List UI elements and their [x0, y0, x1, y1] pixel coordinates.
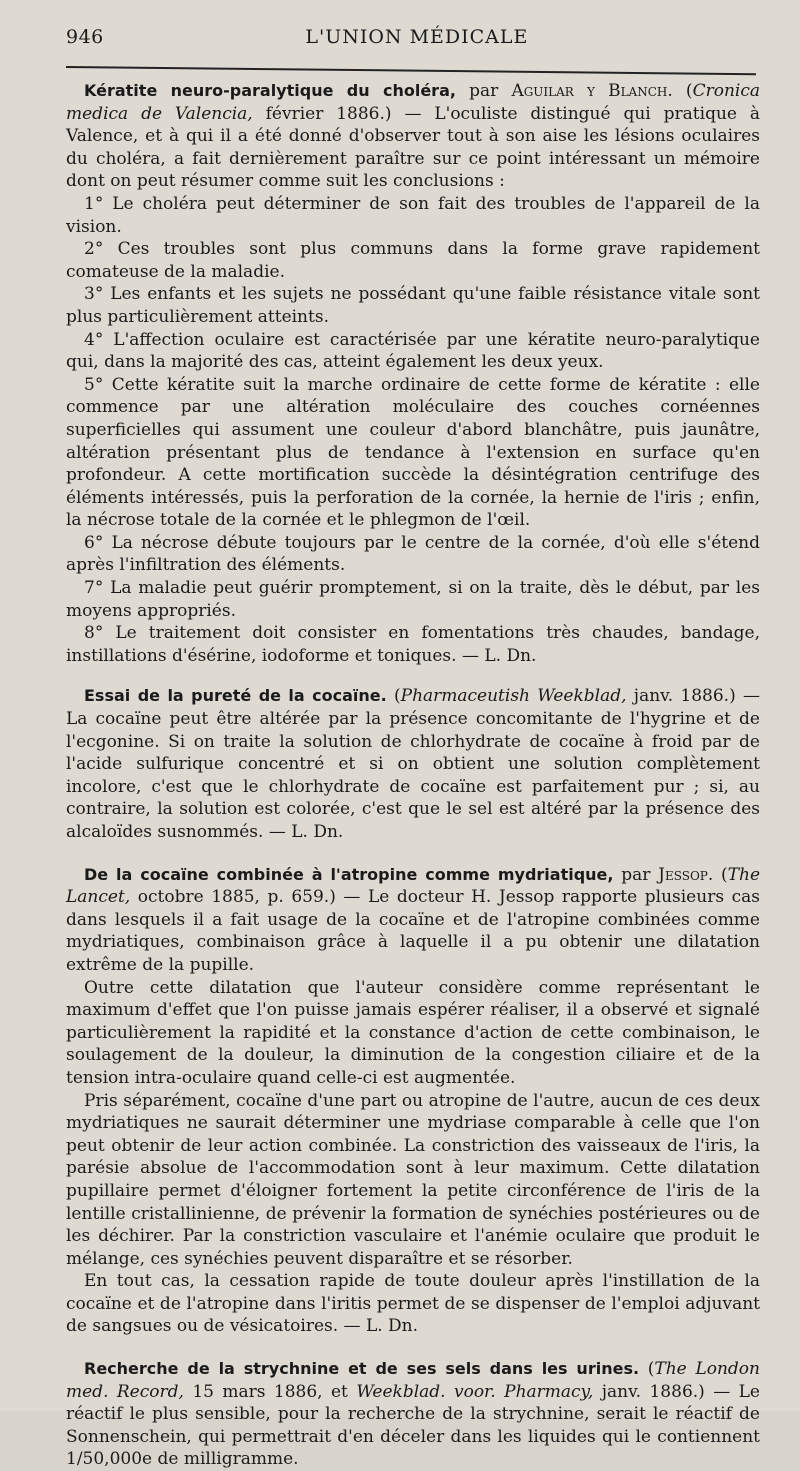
- article-body: Recherche de la strychnine et de ses sels dans les urines. (The London med. Record, 15 mars 1886, et Weekblad. voor. Pharmacy, janv. 1886.) — Le réactif le plus sensible, pour la recherche de la strychnine, serait le réactif de Sonnenschein, qui permettrait d'en déceler dans les liquides qui le contiennent 1/50,000e de milligramme.: [66, 1359, 760, 1470]
- article-paragraph: Pris séparément, cocaïne d'une part ou atropine de l'autre, aucun de ces deux mydriatiques ne saurait déterminer une mydriase comparable à celle que l'on peut obtenir de leur action combinée. La constriction des vaisseaux de l'iris, la parésie absolue de l'accommodation sont à leur maximum. Cette dilatation pupillaire permet d'éloigner fortement la petite circonférence de l'iris de la lentille cristallinienne, de prévenir la formation de synéchies postérieures ou de les déchirer. Par la constriction vasculaire et l'anémie oculaire que produit le mélange, ces synéchies peuvent disparaître et se résorber.: [66, 1090, 760, 1269]
- conclusion-item: 3° Les enfants et les sujets ne possédant qu'une faible résistance vitale sont plus particulièrement atteints.: [66, 284, 760, 327]
- source-title: Weekblad. voor. Pharmacy,: [356, 1381, 594, 1402]
- article-title: Essai de la pureté de la cocaïne.: [84, 686, 387, 706]
- article-author: Jessop.: [658, 864, 714, 885]
- article-cocaine-atropine: [66, 864, 760, 1338]
- conclusion-item: 6° La nécrose débute toujours par le centre de la cornée, d'où elle s'étend après l'infiltration des éléments.: [66, 532, 760, 576]
- article-body: Essai de la pureté de la cocaïne. (Pharmaceutish Weekblad, janv. 1886.) — La cocaïne peut être altérée par la présence concomitante de l'hygrine et de l'ecgonine. Si on traite la solution de chlorhydrate de cocaïne à froid par de l'acide sulfurique concentré et si on obtient une solution complètement incolore, c'est que le chlorhydrate de cocaïne est parfaitement pur ; si, au contraire, la solution est colorée, c'est que le sel est altéré par la présence des alcaloïdes susnommés. — L. Dn.: [66, 686, 760, 842]
- article-strychnine: [66, 1358, 760, 1471]
- conclusion-item: 2° Ces troubles sont plus communs dans la forme grave rapidement comateuse de la maladie.: [66, 239, 760, 282]
- source-title: The London med. Record,: [66, 1359, 760, 1402]
- conclusion-item: 5° Cette kératite suit la marche ordinaire de cette forme de kératite : elle commence par une altération moléculaire des couches cornéennes superficielles qui assument une couleur d'abord blanchâtre, puis jaunâtre, altération présentant plus de tendance à l'extension en surface qu'en profondeur. A cette mortification succède la désintégration centrifuge des éléments intéressés, puis la perforation de la cornée, la hernie de l'iris ; enfin, la nécrose totale de la cornée et le phlegmon de l'œil.: [66, 374, 760, 531]
- article-keratite: [66, 80, 760, 667]
- article-intro: De la cocaïne combinée à l'atropine comme mydriatique, par Jessop. (The Lancet, octobre 1885, p. 659.) — Le docteur H. Jessop rapporte plusieurs cas dans lesquels il a fait usage de la cocaïne et de l'atropine combinées comme mydriatiques, combinaison grâce à laquelle il a pu obtenir une dilatation extrême de la pupille.: [66, 864, 761, 975]
- article-paragraph: En tout cas, la cessation rapide de toute douleur après l'instillation de la cocaïne et de l'atropine dans l'iritis permet de se dispenser de l'emploi adjuvant de sangsues ou de vésicatoires. — L. Dn.: [66, 1271, 760, 1337]
- article-title: De la cocaïne combinée à l'atropine comme mydriatique,: [84, 864, 614, 884]
- conclusion-item: 8° Le traitement doit consister en fomentations très chaudes, bandage, instillations d'ésérine, iodoforme et toniques. — L. Dn.: [66, 623, 760, 666]
- article-title: Recherche de la strychnine et de ses sels dans les urines.: [84, 1359, 640, 1379]
- source-title: Cronica medica de Valencia,: [66, 81, 760, 124]
- article-title: Kératite neuro-paralytique du choléra,: [84, 81, 456, 100]
- conclusion-item: 1° Le choléra peut déterminer de son fait des troubles de l'appareil de la vision.: [66, 193, 760, 237]
- article-author: Aguilar y Blanch.: [511, 81, 673, 101]
- conclusion-item: 7° La maladie peut guérir promptement, si on la traite, dès le début, par les moyens appropriés.: [66, 578, 760, 621]
- article-intro: Kératite neuro-paralytique du choléra, par Aguilar y Blanch. (Cronica medica de Valencia, février 1886.) — L'oculiste distingué qui pratique à Valence, et à qui il a été donné d'observer tout à son aise les lésions oculaires du choléra, a fait dernièrement paraître sur ce point intéressant un mémoire dont on peut résumer comme suit les conclusions :: [66, 81, 760, 192]
- article-cocaine-purity: [66, 685, 760, 843]
- conclusion-item: 4° L'affection oculaire est caractérisée par une kératite neuro-paralytique qui, dans la majorité des cas, atteint également les deux yeux.: [66, 329, 760, 373]
- journal-title: L'UNION MÉDICALE: [305, 26, 529, 48]
- page-number: 946: [66, 26, 104, 48]
- article-paragraph: Outre cette dilatation que l'auteur considère comme représentant le maximum d'effet que l'on puisse jamais espérer réaliser, il a observé et signalé particulièrement la rapidité et la constance d'action de cette combinaison, le soulagement de la douleur, la diminution de la congestion ciliaire et de la tension intra-oculaire quand celle-ci est augmentée.: [66, 977, 760, 1088]
- source-title: The Lancet,: [66, 864, 761, 908]
- page-header: [66, 26, 760, 48]
- header-rule: [66, 66, 756, 75]
- source-title: Pharmaceutish Weekblad,: [400, 686, 627, 707]
